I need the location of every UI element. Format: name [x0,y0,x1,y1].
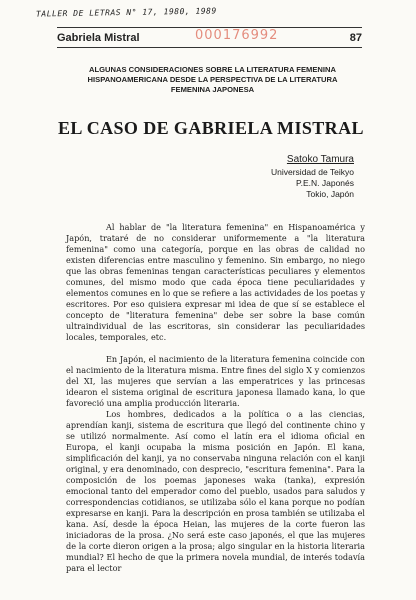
page-number: 87 [349,31,362,44]
body-paragraph-3: Los hombres, dedicados a la política o a las ciencias, aprendían kanji, sistema de escritura que llegó del continente chino y se utilizó normalmente. Así como el latín era el idioma oficial en Europa, el kanji ocupaba la misma posición en Japón. El kana, simplificación del kanji, ya no conservaba ninguna relación con el kanji original, y era denominado, con desprecio, "escritura femenina". Para la composición de los poemas japoneses waka (tanka), expresión emocional tanto del emperador como del pueblo, usados para saludos y correspondencias cotidianos, se utilizaba sólo el kana porque no podían expresarse en kanji. Para la descripción en prosa también se utilizaba el kana. Así, desde la época Heian, las mujeres de la corte fueron las iniciadoras de la prosa. ¿No será este caso japonés, el que las mujeres de la corte dieron origen a la prosa; algo singular en la historia literaria mundial? El hecho de que la primera novela mundial, de interés todavía para el lector [66,409,365,573]
author-name: Satoko Tamura [286,154,354,165]
author-affiliation-pen: P.E.N. Japonés [296,178,354,188]
body-paragraph-1: Al hablar de "la literatura femenina" en Hispanoamérica y Japón, trataré de no considerar uniformemente a "la literatura femenina" como una categoría, porque en las obras de calidad no existen diferencias entre masculino y femenino. Sin embargo, no niego que las obras femeninas tengan características peculiares y elementos comunes, del mismo modo que cada época tiene peculiaridades y elementos comunes en lo que se refiere a las actividades de los poetas y escritores. Por eso quisiera expresar mi idea de que sí se establece el concepto de "literatura femenina" debe ser sobre la base común ultraindividual de las escritoras, sin considerar las peculiaridades locales, temporales, etc. [66,222,365,342]
article-title: EL CASO DE GABRIELA MISTRAL [58,118,364,138]
body-paragraph-2: En Japón, el nacimiento de la literatura femenina coincide con el nacimiento de la literatura misma. Entre fines del siglo X y comienzos del XI, las mujeres que servían a las emperatrices y las princesas idearon el sistema original de escritura japonesa llamado kana, lo que favoreció una amplia producción literaria. [66,354,365,408]
running-head-title: Gabriela Mistral [57,31,140,44]
author-affiliation-city: Tokio, Japón [306,189,354,199]
article-subtitle: ALGUNAS CONSIDERACIONES SOBRE LA LITERATURA FEMENINA HISPANOAMERICANA DESDE LA PERSPECTIVA DE LA LITERATURA FEMENINA JAPONESA [87,65,338,94]
library-stamp-number: 000176992 [195,28,279,43]
article-body [66,222,365,574]
author-affiliation-university: Universidad de Teikyo [271,167,354,177]
handwritten-reference-note: TALLER DE LETRAS N° 17, 1980, 1989 [35,6,217,19]
author-block [271,154,354,200]
